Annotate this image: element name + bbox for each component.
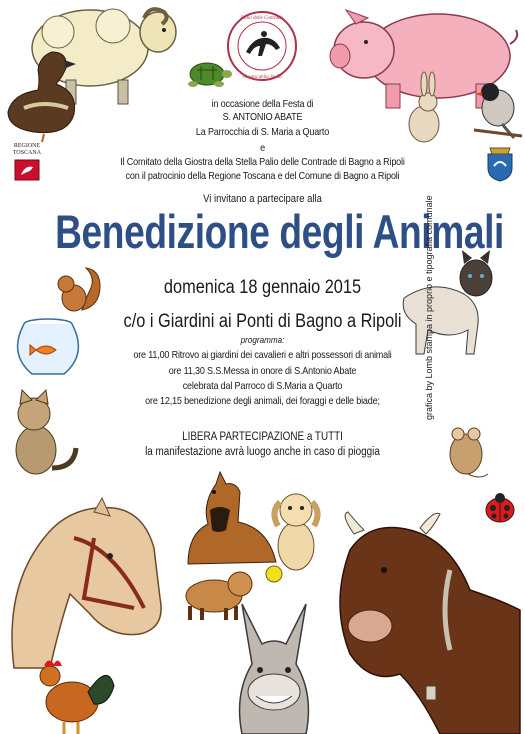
ball-icon [264,564,284,584]
intro-line-5: Il Comitato della Giostra della Stella Palio delle Contrade di Bagno a Ripoli [120,156,405,168]
svg-text:Giostra della Stella: Giostra della Stella [242,75,282,80]
program-item: ore 11,30 S.S.Messa in onore di S.Antonio Abate [168,365,357,377]
turtle-icon [183,58,231,88]
cow-icon [330,510,525,734]
program-item: celebrata dal Parroco di S.Maria a Quarto [182,380,343,392]
intro-line-6: con il patrocinio della Regione Toscana e del Comune di Bagno a Ripoli [125,170,400,182]
program-item: ore 11,00 Ritrovo ai giardini dei cavalieri e altri possessori di animali [133,349,392,361]
weather-note: la manifestazione avrà luogo anche in caso di pioggia [145,446,380,458]
intro-line-3: La Parrocchia di S. Maria a Quarto [195,126,330,138]
graphic-credit: grafica by Lomb stampa in proprio e tipografia comunale [424,195,434,420]
rooster-icon [28,652,116,734]
svg-text:Palio delle Contrade: Palio delle Contrade [241,16,283,21]
intro-line-2: S. ANTONIO ABATE [222,111,303,123]
page-title: Benedizione degli Animali [55,205,504,258]
cat-icon [8,388,80,478]
dog-icon [180,470,278,570]
comune-crest-icon [484,146,516,182]
siamese-cat-icon [398,250,502,358]
free-entry-note: LIBERA PARTECIPAZIONE a TUTTI [182,431,343,443]
puppy-icon [268,488,324,572]
program-item: ore 12,15 benedizione degli animali, dei foraggi e delle biade; [145,395,380,407]
program-heading: programma: [240,335,285,345]
fishbowl-icon [12,314,84,380]
invite-line: Vi invitano a partecipare alla [203,193,322,205]
squirrel-icon [52,266,104,316]
event-date: domenica 18 gennaio 2015 [163,277,362,298]
regione-toscana-label: REGIONE TOSCANA [12,143,42,156]
palio-seal-logo [226,10,298,82]
intro-line-4: e [260,142,265,154]
intro-line-1: in occasione della Festa di [211,98,314,110]
event-venue: c/o i Giardini ai Ponti di Bagno a Ripoli [123,311,402,332]
donkey-icon [222,596,326,734]
mouse-icon [438,424,492,482]
horse-icon [4,498,162,668]
